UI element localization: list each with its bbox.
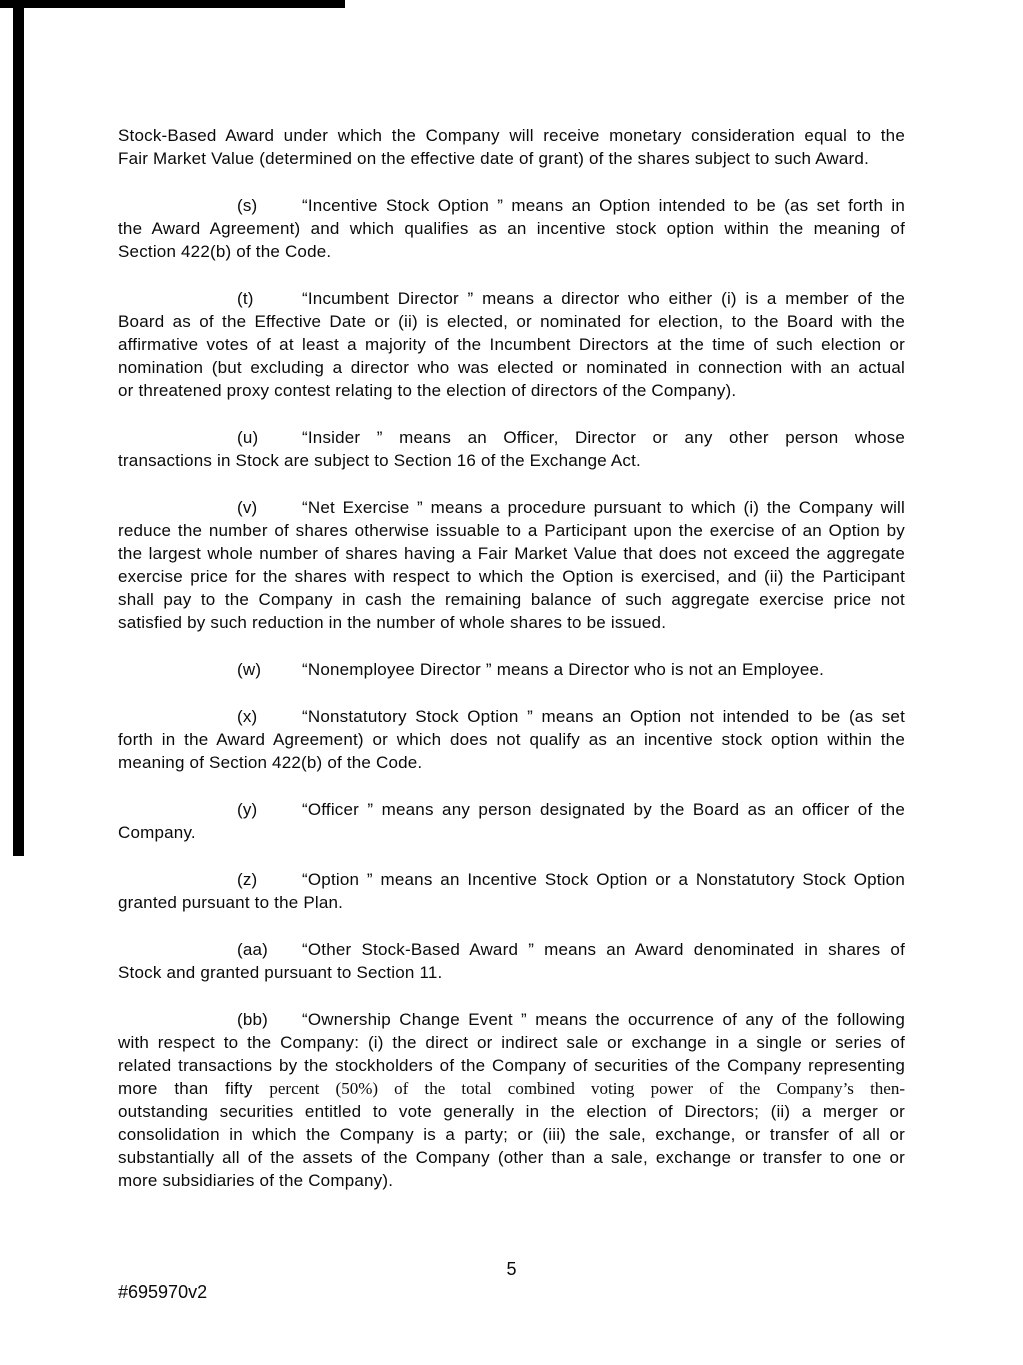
text-run: nomination (but excluding a director who was elected or nominated in connection with an actual [118,358,905,377]
paragraph [118,496,905,634]
text-line [118,658,905,681]
text-line [118,938,905,961]
paragraph [118,194,905,263]
text-run: affirmative votes of at least a majority of the Incumbent Directors at the time of such election or [118,335,905,354]
paragraph [118,124,905,170]
text-line [118,588,905,611]
paragraph-label: (y) [237,800,258,819]
text-run: forth in the Award Agreement) or which does not qualify as an incentive stock option within the [118,730,905,749]
text-line [118,147,905,170]
text-run: Section 422(b) of the Code. [118,242,332,261]
text-line [118,751,905,774]
text-run: “Insider ” means an Officer, Director or any other person whose [302,428,905,447]
text-run: “Nonemployee Director ” means a Director who is not an Employee. [302,660,825,679]
text-run: the Award Agreement) and which qualifies as an incentive stock option within the meaning of [118,219,905,238]
page-number: 5 [506,1259,517,1279]
text-line [118,821,905,844]
paragraph-label: (t) [237,289,254,308]
paragraph [118,426,905,472]
text-line [118,124,905,147]
text-line [118,310,905,333]
text-run: “Other Stock-Based Award ” means an Award denominated in shares of [302,940,905,959]
text-line [118,449,905,472]
text-line [118,961,905,984]
scan-artifact-top-bar [0,0,345,8]
text-run: “Option ” means an Incentive Stock Option or a Nonstatutory Stock Option [302,870,905,889]
paragraph [118,1008,905,1192]
paragraph-label: (aa) [237,940,269,959]
paragraph-label: (z) [237,870,258,889]
text-run: Stock and granted pursuant to Section 11. [118,963,443,982]
text-line [118,217,905,240]
text-line [118,519,905,542]
text-line [118,798,905,821]
text-line [118,891,905,914]
text-run: “Nonstatutory Stock Option ” means an Option not intended to be (as set [302,707,905,726]
text-run: outstanding securities entitled to vote generally in the election of Directors; (ii) a merger or [118,1102,905,1121]
text-line [118,1169,905,1192]
paragraph [118,868,905,914]
text-run: “Incentive Stock Option ” means an Option intended to be (as set forth in [302,196,905,215]
text-run: meaning of Section 422(b) of the Code. [118,753,423,772]
paragraph [118,798,905,844]
text-line [118,1123,905,1146]
text-line [118,1077,905,1100]
serif-text-run: percent (50%) of the total combined voting power of the Company’s then- [269,1079,905,1098]
text-line [118,542,905,565]
text-line [118,194,905,217]
paragraph-label: (bb) [237,1010,269,1029]
paragraph-label: (u) [237,428,259,447]
text-line [118,356,905,379]
text-run: Company. [118,823,196,842]
text-run: granted pursuant to the Plan. [118,893,344,912]
text-run: the largest whole number of shares having a Fair Market Value that does not exceed the aggregate [118,544,905,563]
text-run: satisfied by such reduction in the number of whole shares to be issued. [118,613,667,632]
text-line [118,333,905,356]
text-run: Board as of the Effective Date or (ii) is elected, or nominated for election, to the Board with the [118,312,905,331]
scan-artifact-left-bar [13,0,24,856]
text-line [118,611,905,634]
paragraph [118,938,905,984]
text-line [118,1146,905,1169]
text-run: substantially all of the assets of the Company (other than a sale, exchange or transfer to one or [118,1148,905,1167]
text-run: exercise price for the shares with respect to which the Option is exercised, and (ii) the Participant [118,567,905,586]
paragraph-label: (v) [237,498,258,517]
text-run: with respect to the Company: (i) the direct or indirect sale or exchange in a single or series of [118,1033,905,1052]
text-line [118,1008,905,1031]
text-line [118,426,905,449]
text-run: “Net Exercise ” means a procedure pursuant to which (i) the Company will [302,498,905,517]
text-run: Fair Market Value (determined on the effective date of grant) of the shares subject to such Award. [118,149,869,168]
paragraph [118,287,905,402]
text-line [118,868,905,891]
paragraph-label: (s) [237,196,258,215]
text-line [118,496,905,519]
document-id-footer: #695970v2 [118,1282,208,1302]
text-run: transactions in Stock are subject to Section 16 of the Exchange Act. [118,451,641,470]
text-run: related transactions by the stockholders of the Company of securities of the Company representing [118,1056,905,1075]
text-line [118,1054,905,1077]
text-run: reduce the number of shares otherwise issuable to a Participant upon the exercise of an Option by [118,521,905,540]
paragraph [118,658,905,681]
text-run: more subsidiaries of the Company). [118,1171,394,1190]
text-run: Stock-Based Award under which the Company will receive monetary consideration equal to the [118,126,905,145]
paragraph-label: (w) [237,660,262,679]
text-line [118,565,905,588]
text-line [118,1100,905,1123]
text-run: “Incumbent Director ” means a director who either (i) is a member of the [302,289,905,308]
text-run: consolidation in which the Company is a party; or (iii) the sale, exchange, or transfer of all or [118,1125,905,1144]
paragraph-label: (x) [237,707,258,726]
text-line [118,705,905,728]
text-run: or threatened proxy contest relating to the election of directors of the Company). [118,381,737,400]
text-line [118,379,905,402]
text-line [118,728,905,751]
text-line [118,287,905,310]
text-run: more than fifty [118,1079,270,1098]
text-line [118,240,905,263]
text-line [118,1031,905,1054]
text-run: shall pay to the Company in cash the remaining balance of such aggregate exercise price not [118,590,905,609]
document-body [118,124,905,1192]
text-run: “Ownership Change Event ” means the occurrence of any of the following [302,1010,905,1029]
paragraph [118,705,905,774]
text-run: “Officer ” means any person designated by the Board as an officer of the [302,800,905,819]
